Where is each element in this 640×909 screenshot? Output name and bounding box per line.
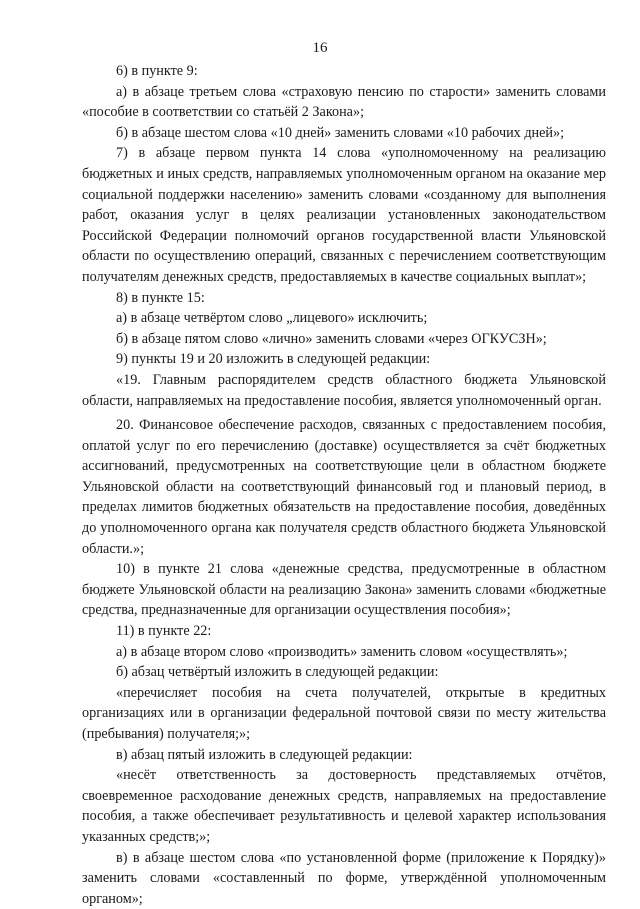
paragraph-8b: б) в абзаце пятом слово «лично» заменить словами «через ОГКУСЗН»;: [116, 330, 547, 347]
paragraph-8: 8) в пункте 15:: [116, 289, 205, 306]
paragraph-11b-text: «перечисляет пособия на счета получателей, открытые в кредитных организациях или в организации федеральной почтовой связи по месту жительства (пребывания) получателя;»;: [82, 684, 606, 742]
paragraph-11: 11) в пункте 22:: [116, 623, 212, 640]
paragraph-11v-second: в) в абзаце шестом слова «по установленной форме (приложение к Порядку)» заменить словами «составленный по форме, утверждённой уполномоченным органом»;: [82, 849, 606, 907]
paragraph-20: 20. Финансовое обеспечение расходов, связанных с предоставлением пособия, оплатой услуг по его перечислению (доставке) осуществляется за счёт бюджетных ассигнований, предусмотренных на соответствующие цели в областном бюджете Ульяновской области на соответствующий финансовый год и плановый период, в пределах лимитов бюджетных обязательств на предоставление пособия, доведённых до уполномоченного органа как получателя средств областного бюджета Ульяновской области.»;: [82, 417, 606, 557]
paragraph-9: 9) пункты 19 и 20 изложить в следующей редакции:: [116, 351, 431, 368]
paragraph-6b: б) в абзаце шестом слова «10 дней» заменить словами «10 рабочих дней»;: [116, 124, 565, 141]
document-body: [82, 61, 606, 909]
paragraph-10: 10) в пункте 21 слова «денежные средства, предусмотренные в областном бюджете Ульяновской области на реализацию Закона» заменить словами «бюджетные средства, предназначенные для организации осуществления пособия»;: [82, 561, 606, 619]
paragraph-11b: б) абзац четвёртый изложить в следующей редакции:: [116, 664, 439, 681]
paragraph-11a: а) в абзаце втором слово «производить» заменить словом «осуществлять»;: [116, 643, 568, 660]
paragraph-7: 7) в абзаце первом пункта 14 слова «уполномоченному на реализацию бюджетных и иных средств, направляемых уполномоченным органом на оказание мер социальной поддержки населению» заменить словами «созданному для выполнения работ, оказания услуг в целях реализации установленных законодательством Российской Федерации полномочий органов государственной власти Ульяновской области по осуществлению операций, связанных с перечислением соответствующим получателям денежных средств, предоставляемых в качестве социальных выплат»;: [82, 145, 606, 285]
paragraph-11v-text: «несёт ответственность за достоверность представляемых отчётов, своевременное расходование денежных средств, направляемых на предоставление пособия, а также обеспечивает результативность и целевой характер использования указанных средств;»;: [82, 767, 606, 845]
paragraph-6: 6) в пункте 9:: [116, 63, 198, 79]
page-number: 16: [312, 40, 328, 56]
paragraph-8a: а) в абзаце четвёртом слово „лицевого» исключить;: [116, 310, 428, 327]
paragraph-11v: в) абзац пятый изложить в следующей редакции:: [116, 746, 413, 763]
paragraph-19: «19. Главным распорядителем средств областного бюджета Ульяновской области, направляемых на предоставление пособия, является уполномоченный орган.: [82, 371, 606, 409]
paragraph-6a: а) в абзаце третьем слова «страховую пенсию по старости» заменить словами «пособие в соответствии со статьёй 2 Закона»;: [82, 83, 606, 121]
